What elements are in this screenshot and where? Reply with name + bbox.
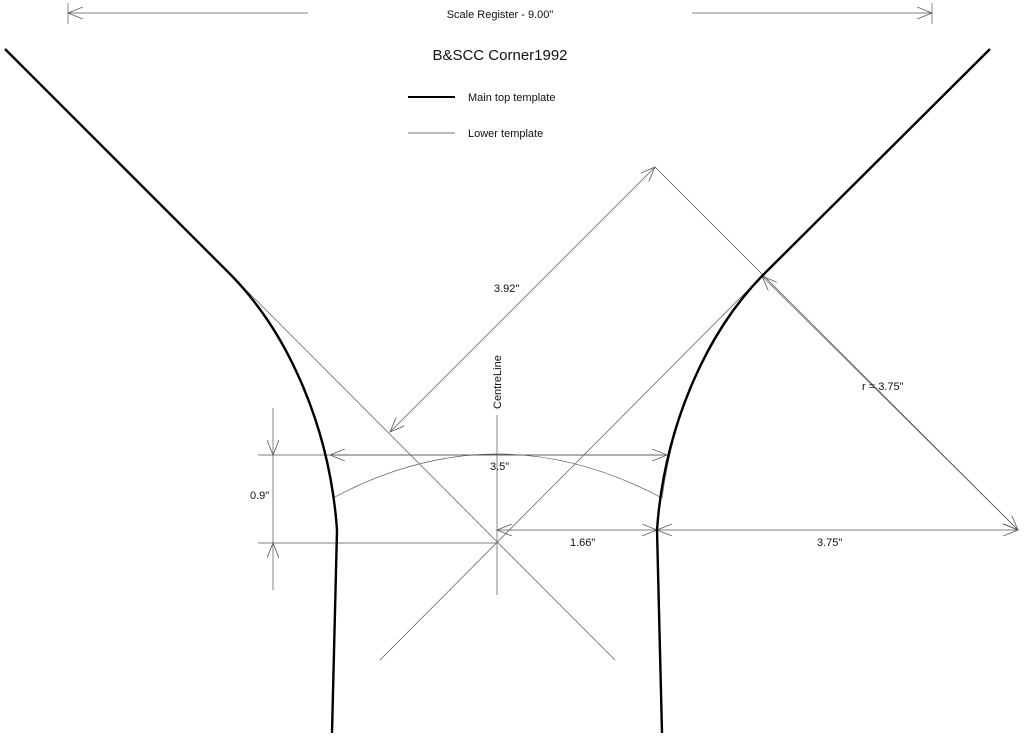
centreline-label: CentreLine [492, 355, 504, 409]
height-dimension-label: 0.9" [250, 490, 270, 502]
legend [408, 92, 555, 140]
diagonal-dimension-label: 3.92" [494, 283, 520, 295]
diagonal-line-a [232, 276, 615, 660]
radius-dimension-arrow [762, 276, 1018, 530]
offset-dimension-label: 1.66" [570, 537, 596, 549]
chord-dimension-label: 3.5" [490, 461, 510, 473]
radius-dimension-label: r = 3.75" [862, 381, 904, 393]
lower-template-left-curve [232, 276, 333, 498]
diagonal-line-b [380, 276, 762, 660]
lower-template-right-curve [662, 276, 762, 498]
scale-register-label: Scale Register - 9.00" [446, 9, 554, 21]
legend-main-label: Main top template [468, 92, 556, 104]
drawing-title: B&SCC Corner1992 [432, 47, 568, 64]
main-template-right [657, 49, 990, 733]
main-template-left [5, 49, 337, 733]
legend-lower-label: Lower template [468, 128, 544, 140]
dimension-arrows [273, 167, 1018, 590]
diagonal-dimension-arrow [390, 167, 655, 432]
right-dimension-label: 3.75" [817, 537, 843, 549]
scale-register [68, 3, 932, 24]
